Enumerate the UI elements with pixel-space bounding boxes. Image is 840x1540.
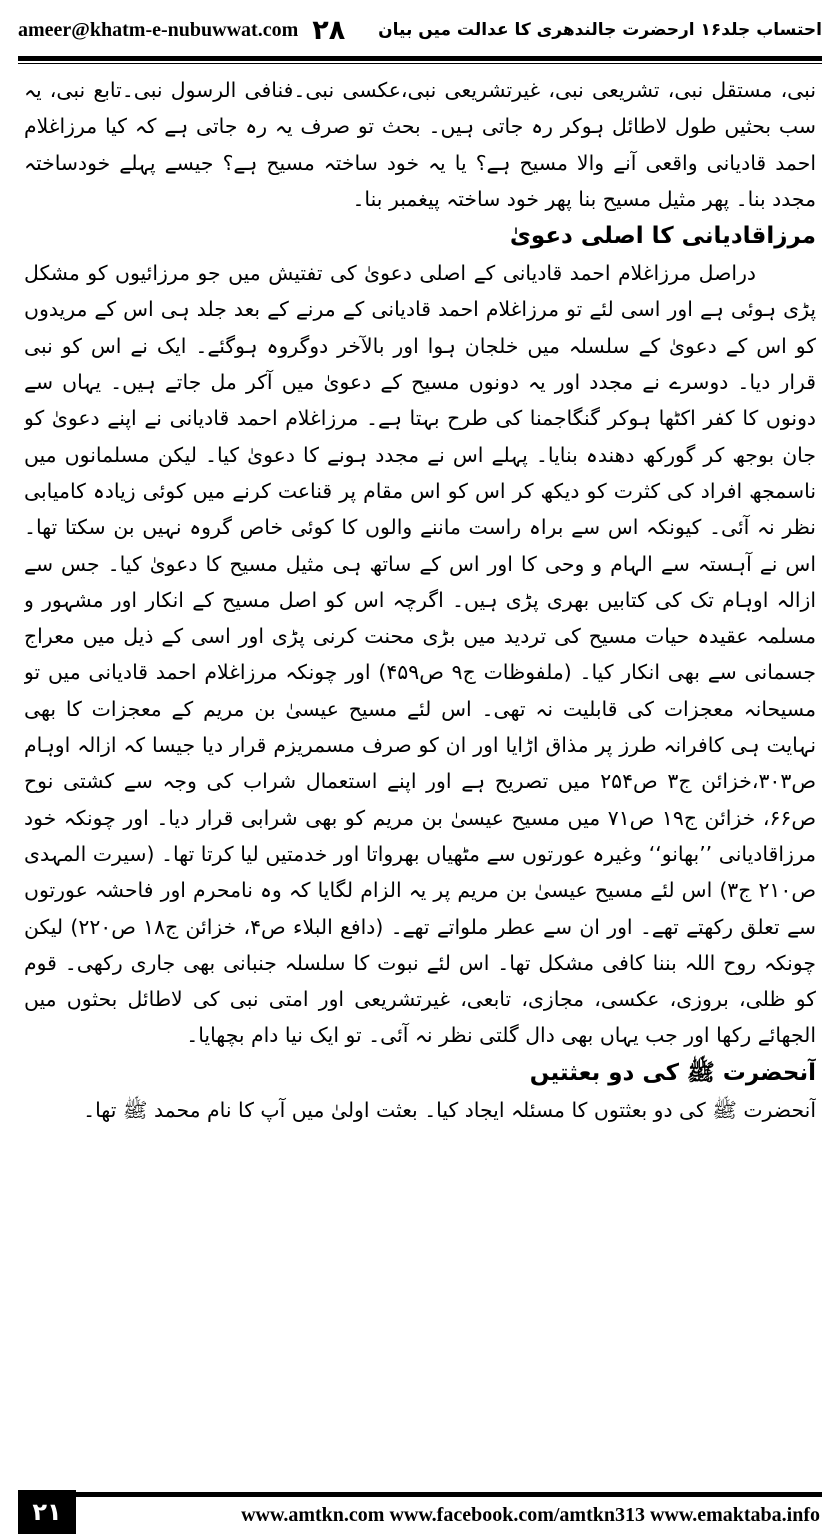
section-heading-2: آنحضرت ﷺ کی دو بعثتیں: [529, 1059, 816, 1086]
header-left-group: [18, 15, 359, 46]
paragraph-1: نبی، مستقل نبی، تشریعی نبی، غیرتشریعی نبی،عکسی نبی۔فنافی الرسول نبی۔تابع نبی، یہ سب بحثیں طول لاطائل ہوکر رہ جاتی ہیں۔ بحث تو صرف یہ رہ جاتی ہے کہ کیا مرزاغلام احمد قادیانی واقعی آنے والا مسیح ہے؟ یا یہ خود ساختہ مسیح ہے؟ جیسے پہلے خودساختہ مجدد بنا۔ پھر مثیل مسیح بنا پھر خود ساختہ پیغمبر بنا۔: [24, 78, 816, 211]
header-title: احتساب جلد۱۶ ارحضرت جالندھری کا عدالت میں بیان: [378, 20, 822, 40]
paragraph-2: دراصل مرزاغلام احمد قادیانی کے اصلی دعویٰ کی تفتیش میں جو مرزائیوں کو مشکل پڑی ہوئی ہے اور اسی لئے تو مرزاغلام احمد قادیانی کے مرنے کے بعد جلد ہی اس کے مریدوں کو اس کے دعویٰ کے سلسلہ میں خلجان ہوا اور بالآخر دوگروہ ہوگئے۔ ایک نے اس کو نبی قرار دیا۔ دوسرے نے مجدد اور یہ دونوں مسیح کے دعویٰ میں آکر مل جاتے ہیں۔ یہاں سے دونوں کا کفر اکٹھا ہوکر گنگاجمنا کی طرح بہتا ہے۔ مرزاغلام احمد قادیانی نے اپنے دعویٰ کو جان بوجھ کر گورکھ دھندہ بنایا۔ پہلے اس نے مجدد ہونے کا دعویٰ کیا۔ لیکن مسلمانوں میں ناسمجھ افراد کی کثرت کو دیکھ کر اس کو اس مقام پر قناعت کرنے میں کوئی زیادہ کامیابی نظر نہ آئی۔ کیونکہ اس سے براہ راست ماننے والوں کا کوئی خاص گروہ نہیں بن سکتا تھا۔ اس نے آہستہ سے الہام و وحی کا اور اس کے ساتھ ہی مثیل مسیح کا دعویٰ کیا۔ جس سے ازالہ اوہام تک کی کتابیں بھری پڑی ہیں۔ اگرچہ اس کو اصل مسیح کے انکار اور مشہور و مسلمہ عقیدہ حیات مسیح کی تردید میں بڑی محنت کرنی پڑی اور اسی کے ذیل میں معراج جسمانی سے بھی انکار کیا۔ (ملفوظات ج۹ ص۴۵۹) اور چونکہ مرزاغلام احمد قادیانی میں تو مسیحانہ معجزات کی قابلیت نہ تھی۔ اس لئے مسیح عیسیٰ بن مریم کے معجزات کا بھی نہایت ہی کافرانہ طرز پر مذاق اڑایا اور ان کو صرف مسمریزم قرار دیا جیسا کہ ازالہ اوہام ص۳۰۳،خزائن ج۳ ص۲۵۴ میں تصریح ہے اور اپنے استعمال شراب کی وجہ سے کشتی نوح ص۶۶، خزائن ج۱۹ ص۷۱ میں مسیح عیسیٰ بن مریم کو بھی شرابی قرار دیا۔ اور چونکہ خود مرزاقادیانی ’’بھانو‘‘ وغیرہ عورتوں سے مٹھیاں بھرواتا اور خدمتیں لیا کرتا تھا۔ (سیرت المہدی ص۲۱۰ ج۳) اس لئے مسیح عیسیٰ بن مریم پر یہ الزام لگایا کہ وہ نامحرم اور فاحشہ عورتوں سے تعلق رکھتے تھے۔ اور ان سے عطر ملواتے تھے۔ (دافع البلاء ص۴، خزائن ج۱۸ ص۲۲۰) لیکن چونکہ روح اللہ بننا کافی مشکل تھا۔ اس لئے نبوت کا سلسلہ جنبانی بھی جاری رکھی۔ قوم کو ظلی، بروزی، عکسی، مجازی، تابعی، غیرتشریعی اور امتی نبی کی لاطائل بحثوں میں الجھائے رکھا اور جب یہاں بھی دال گلتی نظر نہ آئی۔ تو ایک نیا دام بچھایا۔: [24, 261, 816, 1048]
page-footer: [18, 1490, 822, 1534]
paragraph-3: آنحضرت ﷺ کی دو بعثتوں کا مسئلہ ایجاد کیا۔ بعثت اولیٰ میں آپ کا نام محمد ﷺ تھا۔: [83, 1097, 816, 1122]
footer-folio: ۲۱: [18, 1490, 76, 1534]
header-rule-thick: [18, 56, 822, 61]
header-rule-thin: [18, 63, 822, 64]
page-body: [24, 72, 816, 1462]
header-email[interactable]: ameer@khatm-e-nubuwwat.com: [18, 18, 299, 41]
section-heading-1: مرزاقادیانی کا اصلی دعویٰ: [509, 223, 816, 250]
footer-right: [76, 1490, 822, 1534]
footer-urls[interactable]: www.amtkn.com www.facebook.com/amtkn313 www.emaktaba.info: [241, 1504, 820, 1526]
header-page-number: ۲۸: [312, 14, 346, 46]
page-header: [18, 10, 822, 50]
